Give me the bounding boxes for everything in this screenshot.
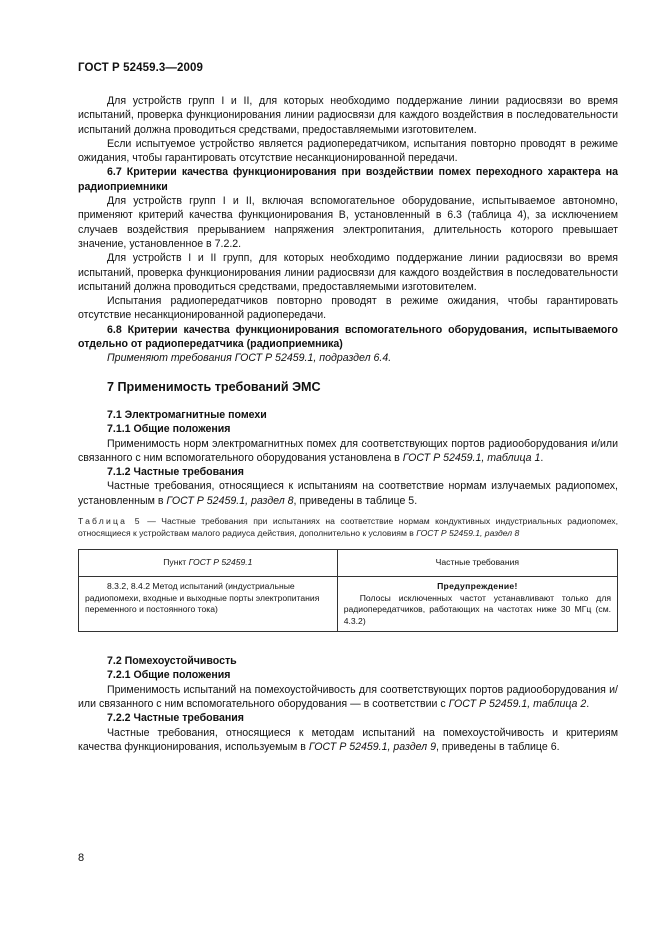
spacer	[78, 632, 618, 654]
section-heading-7: 7 Применимость требований ЭМС	[107, 379, 321, 394]
reference-link: ГОСТ Р 52459.1, раздел 9	[308, 740, 436, 753]
warning-text: Полосы исключенных частот устанавливают только для радиопередатчиков, работающих на частотах ниже 30 МГц (см. 4.3.2)	[343, 592, 611, 626]
document-header: ГОСТ Р 52459.3—2009	[78, 62, 203, 74]
page-number: 8	[78, 852, 85, 864]
text: , приведены в таблице 5.	[293, 494, 418, 507]
table-header-row	[79, 550, 618, 577]
reference-link: ГОСТ Р 52459.1, раздел 8	[166, 494, 294, 507]
paragraph: Применяют требования ГОСТ Р 52459.1, подраздел 6.4.	[107, 352, 392, 365]
text: , приведены в таблице 6.	[435, 740, 560, 753]
reference-link: ГОСТ Р 52459.1, таблица 2	[448, 697, 587, 710]
text: .	[586, 697, 590, 710]
text: .	[540, 451, 544, 464]
section-heading-6-8: 6.8 Критерии качества функционирования вспомогательного оборудования, испытываемого отдельно от радиопередатчика (радиоприемника)	[78, 323, 618, 351]
warning-label: Предупреждение!	[437, 581, 518, 592]
paragraph	[78, 726, 618, 755]
section-heading-6-7: 6.7 Критерии качества функционирования при воздействии помех переходного характера на радиоприемники	[78, 166, 618, 193]
table-caption	[78, 516, 618, 539]
paragraph: Если испытуемое устройство является радиопередатчиком, испытания повторно проводят в режиме ожидания, чтобы гарантировать отсутствие несанкционированной передачи.	[78, 137, 618, 165]
subsection-heading-7-1-1: 7.1.1 Общие положения	[107, 423, 231, 436]
cell-clause: 8.3.2, 8.4.2 Метод испытаний (индустриальные радиопомехи, входные и выходные порты электропитания переменного и постоянного тока)	[79, 577, 338, 632]
table-row	[79, 577, 618, 632]
text: — Частные требования при испытаниях на соответствие нормам кондуктивных индустриальных радиопомех, относящиеся к устройствам малого радиуса действия, дополнительно к условиям в	[78, 516, 618, 538]
paragraph: Для устройств I и II групп, для которых необходимо поддержание линии радиосвязи во время испытаний, проверка функционирования линии радиосвязи для каждого воздействия в последовательности испытаний должна проводиться средствами, предоставляемыми изготовителем.	[78, 252, 618, 293]
paragraph	[78, 437, 618, 466]
paragraph: Для устройств групп I и II, для которых необходимо поддержание линии радиосвязи во время испытаний, проверка функционирования линии радиосвязи для каждого воздействия в последовательности испытаний должна проводиться средствами, предоставляемыми изготовителем.	[78, 95, 618, 136]
reference-link: ГОСТ Р 52459.1	[188, 557, 253, 568]
text: Применимость испытаний на помехоустойчивость для соответствующих портов радиооборудования и/или связанного с ним вспомогательного оборудования — в соответствии с	[78, 683, 618, 710]
text: Частные требования, относящиеся к методам испытаний на помехоустойчивость и критериям качества функционирования, используемым в	[78, 726, 618, 753]
paragraph	[78, 479, 618, 508]
paragraph: Для устройств групп I и II, включая вспомогательное оборудование, испытываемое автономно, применяют критерий качества функционирования В, установленный в 6.3 (таблица 4), за исключением случаев воздействия прерыванием напряжения электропитания, длительность которого превышает значение, установленное в 7.2.2.	[78, 195, 618, 250]
subsection-heading-7-2-2: 7.2.2 Частные требования	[107, 712, 244, 725]
column-header-requirements: Частные требования	[337, 550, 617, 577]
reference-link: ГОСТ Р 52459.1, таблица 1	[402, 451, 541, 464]
table-label: Таблица 5	[78, 516, 142, 527]
table-5	[78, 549, 618, 632]
subsection-heading-7-2-1: 7.2.1 Общие положения	[107, 669, 231, 682]
subsection-heading-7-1-2: 7.1.2 Частные требования	[107, 466, 244, 479]
page-body	[78, 94, 618, 754]
reference-link: ГОСТ Р 52459.1, раздел 8	[416, 527, 520, 538]
column-header-clause	[79, 550, 338, 577]
subsection-heading-7-2: 7.2 Помехоустойчивость	[107, 655, 237, 668]
text: Пункт	[163, 557, 189, 568]
paragraph: Испытания радиопередатчиков повторно проводят в режиме ожидания, чтобы гарантировать отсутствие несанкционированной радиопередачи.	[78, 295, 618, 322]
subsection-heading-7-1: 7.1 Электромагнитные помехи	[107, 408, 267, 421]
paragraph	[78, 683, 618, 712]
text: Применимость норм электромагнитных помех для соответствующих портов радиооборудования и/или связанного с ним вспомогательного оборудования установлена в	[78, 437, 618, 464]
text: Частные требования, относящиеся к испытаниям на соответствие нормам излучаемых радиопомех, установленным в	[78, 480, 618, 507]
cell-requirements	[337, 577, 617, 632]
